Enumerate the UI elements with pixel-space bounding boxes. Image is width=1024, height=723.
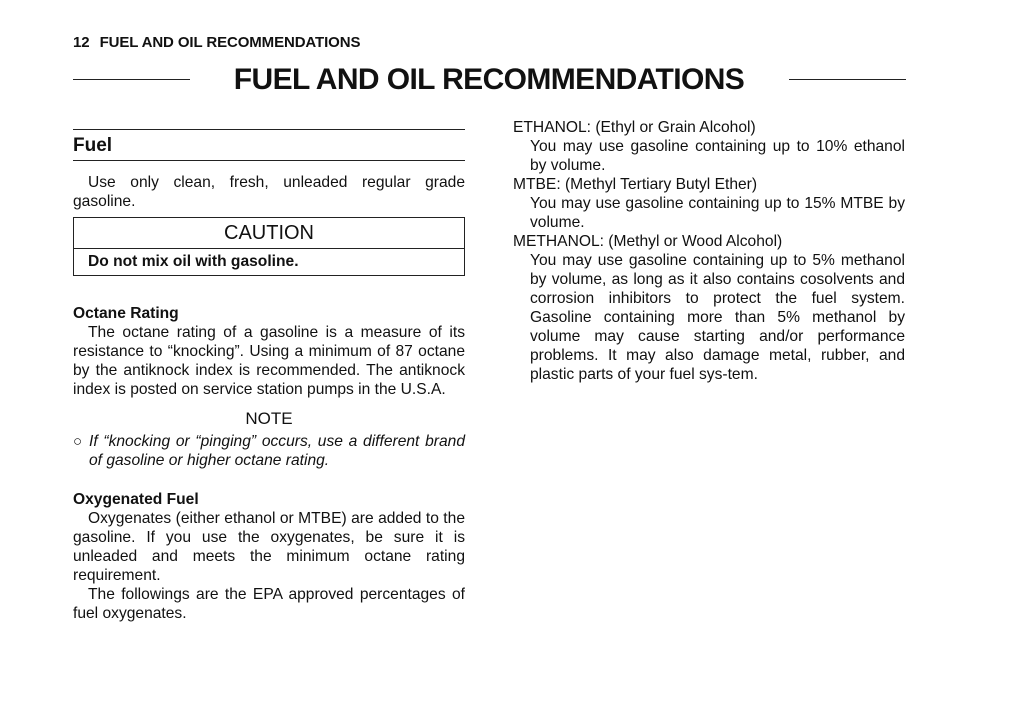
caution-text: Do not mix oil with gasoline. (88, 253, 299, 270)
oxygenate-ethanol (513, 118, 905, 175)
running-header (73, 34, 360, 51)
oxygenate-description: You may use gasoline containing up to 15% MTBE by volume. (530, 195, 905, 231)
oxygenate-description: You may use gasoline containing up to 5% methanol by volume, as long as it also contains cosolvents and corrosion inhibitors to protect the fuel system. Gasoline containing more than 5% methanol by volume may cause starting and/or performance problems. It may also damage metal, rubber, and plastic parts of your fuel sys-tem. (530, 252, 905, 383)
oxygenated-fuel-paragraph-2: The followings are the EPA approved percentages of fuel oxygenates. (73, 586, 465, 622)
caution-box (73, 217, 465, 276)
title-rule-right (789, 79, 906, 80)
note-text: If “knocking or “pinging” occurs, use a different brand of gasoline or higher octane rating. (89, 433, 465, 469)
fuel-intro: Use only clean, fresh, unleaded regular grade gasoline. (73, 174, 465, 210)
title-rule-left (73, 79, 190, 80)
title-row (73, 60, 906, 100)
right-column (513, 118, 905, 384)
circle-bullet-icon: ○ (73, 433, 83, 450)
oxygenate-description: You may use gasoline containing up to 10% ethanol by volume. (530, 138, 905, 174)
octane-rating-heading: Octane Rating (73, 305, 179, 322)
fuel-section-heading: Fuel (73, 129, 465, 161)
oxygenate-methanol (513, 232, 905, 384)
caution-title: CAUTION (74, 218, 464, 249)
oxygenate-term: METHANOL: (Methyl or Wood Alcohol) (513, 233, 783, 250)
page-title: FUEL AND OIL RECOMMENDATIONS (233, 63, 745, 96)
octane-rating-body: The octane rating of a gasoline is a measure of its resistance to “knocking”. Using a minimum of 87 octane by the antiknock index is recommended. The antiknock index is posted on service station pumps in the U.S.A. (73, 324, 465, 398)
note-title: NOTE (245, 409, 293, 428)
note-item (73, 432, 465, 470)
oxygenate-mtbe (513, 175, 905, 232)
running-header-title: FUEL AND OIL RECOMMENDATIONS (99, 34, 361, 51)
oxygenated-fuel-heading: Oxygenated Fuel (73, 491, 199, 508)
oxygenated-fuel-paragraph-1: Oxygenates (either ethanol or MTBE) are added to the gasoline. If you use the oxygenates, be sure it is unleaded and meets the minimum octane rating requirement. (73, 510, 465, 584)
oxygenate-term: MTBE: (Methyl Tertiary Butyl Ether) (513, 176, 758, 193)
page-number: 12 (73, 34, 90, 51)
left-column (73, 129, 465, 623)
oxygenate-term: ETHANOL: (Ethyl or Grain Alcohol) (513, 119, 756, 136)
